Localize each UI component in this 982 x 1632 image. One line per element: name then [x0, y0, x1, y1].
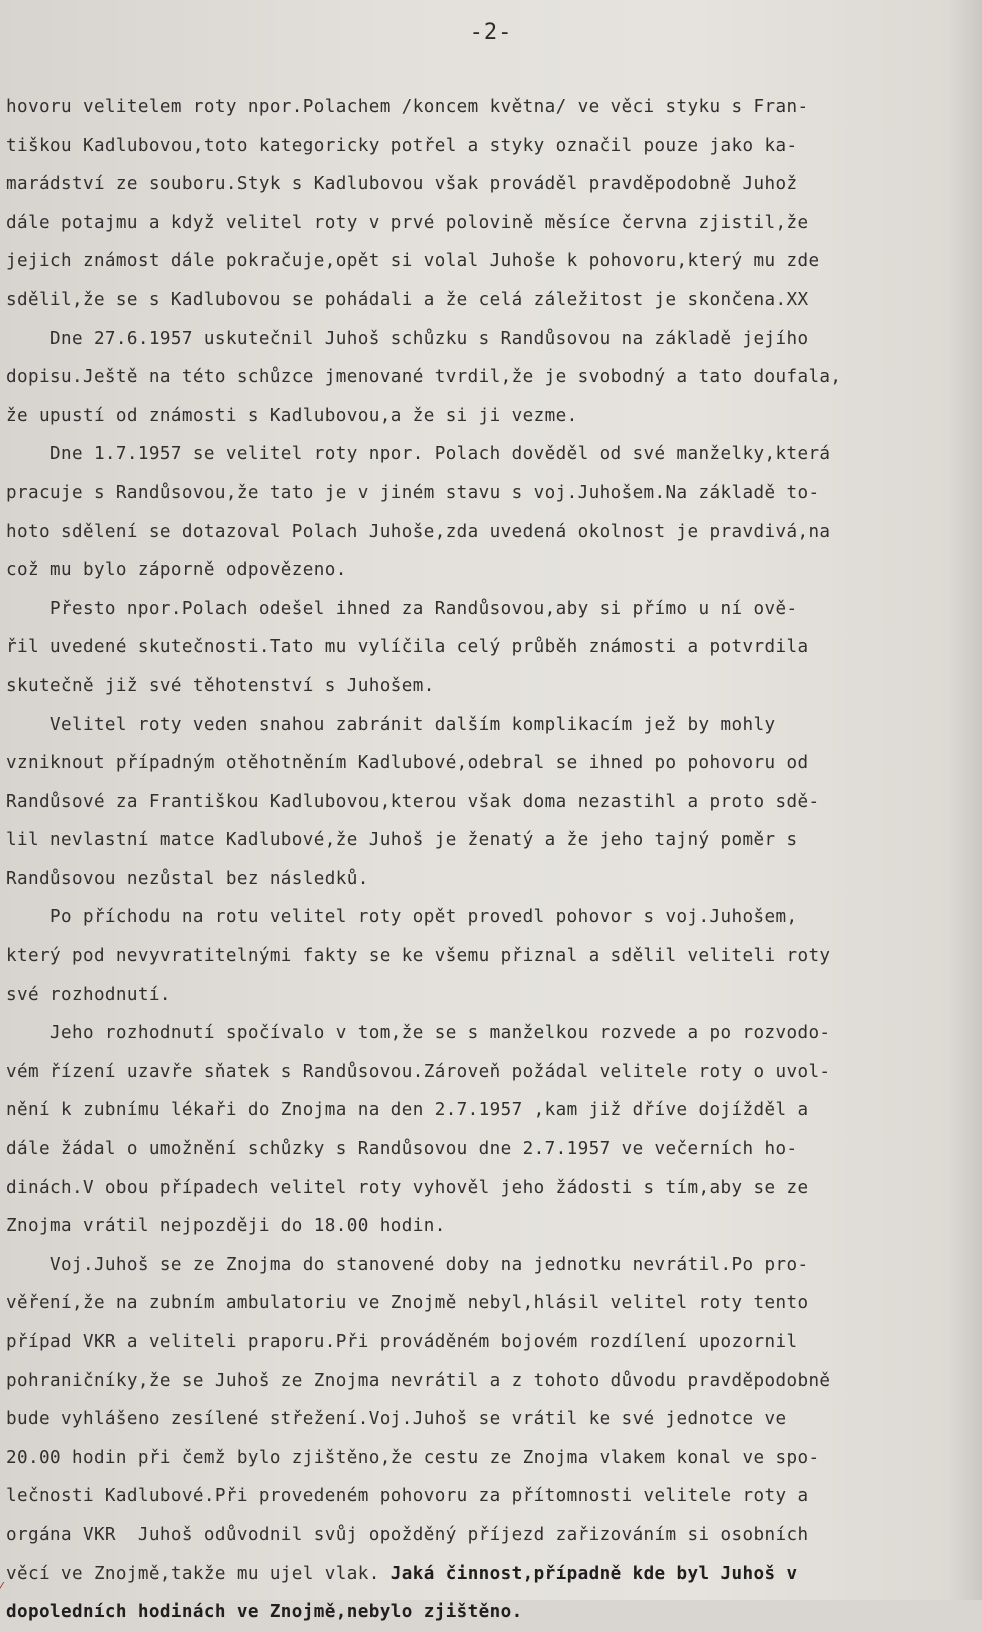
- text-line-content: lil nevlastní matce Kadlubové,že Juhoš je ženatý a že jeho tajný poměr s: [6, 830, 798, 851]
- red-ink-mark-icon: ⁄: [0, 1580, 3, 1594]
- text-line: [6, 744, 941, 783]
- text-line-emphasis: Jaká činnost,případně kde byl Juhoš v: [379, 1563, 798, 1584]
- text-line-content: Dne 27.6.1957 uskutečnil Juhoš schůzku s Randůsovou na základě jejího: [6, 328, 809, 349]
- text-line-content: své rozhodnutí.: [6, 984, 171, 1005]
- text-line: [6, 1555, 941, 1594]
- text-line-content: sdělil,že se s Kadlubovou se pohádali a že celá záležitost je skončena.XX: [6, 289, 809, 310]
- text-line: [6, 242, 941, 281]
- text-line-content: dopisu.Ještě na této schůzce jmenované tvrdil,že je svobodný a tato doufala,: [6, 367, 842, 388]
- text-line-content: dále žádal o umožnění schůzky s Randůsovou dne 2.7.1957 ve večerních ho-: [6, 1139, 798, 1160]
- text-line-content: řil uvedené skutečnosti.Tato mu vylíčila celý průběh známosti a potvrdila: [6, 637, 809, 658]
- text-line: [6, 1477, 941, 1516]
- text-line: [6, 88, 941, 127]
- text-line: [6, 898, 941, 937]
- text-line: [6, 1362, 941, 1401]
- text-line-content: Znojma vrátil nejpozději do 18.00 hodin.: [6, 1216, 446, 1237]
- text-line: [6, 628, 941, 667]
- text-line: [6, 204, 941, 243]
- text-line: [6, 860, 941, 899]
- text-line: [6, 1091, 941, 1130]
- text-line-content: pracuje s Randůsovou,že tato je v jiném stavu s voj.Juhošem.Na základě to-: [6, 482, 820, 503]
- text-line: [6, 667, 941, 706]
- text-line-content: jejich známost dále pokračuje,opět si volal Juhoše k pohovoru,který mu zde: [6, 251, 820, 272]
- text-line-content: tiškou Kadlubovou,toto kategoricky potřel a styky označil pouze jako ka-: [6, 135, 798, 156]
- text-line: [6, 590, 941, 629]
- page-edge-shadow: [948, 0, 982, 1600]
- text-line: [6, 1130, 941, 1169]
- text-line-content: hovoru velitelem roty npor.Polachem /koncem května/ ve věci styku s Fran-: [6, 97, 809, 117]
- text-line: [6, 320, 941, 359]
- text-line-content: věření,že na zubním ambulatoriu ve Znojmě nebyl,hlásil velitel roty tento: [6, 1293, 809, 1314]
- text-line-content: skutečně již své těhotenství s Juhošem.: [6, 675, 435, 696]
- text-line: [6, 821, 941, 860]
- text-line: [6, 976, 941, 1015]
- text-line: [6, 435, 941, 474]
- page-number: -2-: [469, 20, 513, 45]
- text-line-content: dinách.V obou případech velitel roty vyhověl jeho žádosti s tím,aby se ze: [6, 1177, 809, 1198]
- text-line: [6, 127, 941, 166]
- text-line: [6, 165, 941, 204]
- text-line: [6, 1246, 941, 1285]
- text-line-content: marádství ze souboru.Styk s Kadlubovou však prováděl pravděpodobně Juhož: [6, 174, 798, 195]
- text-line-content: což mu bylo záporně odpovězeno.: [6, 560, 347, 581]
- text-line-content: Po příchodu na rotu velitel roty opět provedl pohovor s voj.Juhošem,: [6, 907, 798, 928]
- text-line-content: věcí ve Znojmě,takže mu ujel vlak.: [6, 1563, 380, 1584]
- text-line-content: Velitel roty veden snahou zabránit dalším komplikacím jež by mohly: [6, 714, 776, 735]
- text-line-content: Jeho rozhodnutí spočívalo v tom,že se s manželkou rozvede a po rozvodo-: [6, 1023, 831, 1044]
- text-line-content: že upustí od známosti s Kadlubovou,a že si ji vezme.: [6, 405, 578, 426]
- text-line-emphasis: dopoledních hodinách ve Znojmě,nebylo zjištěno.: [6, 1602, 523, 1623]
- text-line: [6, 358, 941, 397]
- text-line: [6, 1400, 941, 1439]
- text-line-content: pohraničníky,že se Juhoš ze Znojma nevrátil a z tohoto důvodu pravděpodobně: [6, 1370, 831, 1391]
- text-line: [6, 397, 941, 436]
- text-line: [6, 937, 941, 976]
- text-line-content: Voj.Juhoš se ze Znojma do stanovené doby na jednotku nevrátil.Po pro-: [6, 1254, 809, 1275]
- text-line-content: orgána VKR Juhoš odůvodnil svůj opožděný příjezd zařizováním si osobních: [6, 1524, 809, 1545]
- text-line-content: vzniknout případným otěhotněním Kadlubové,odebral se ihned po pohovoru od: [6, 753, 809, 774]
- text-line-content: který pod nevyvratitelnými fakty se ke všemu přiznal a sdělil veliteli roty: [6, 946, 831, 967]
- text-line: [6, 1516, 941, 1555]
- text-line: [6, 1284, 941, 1323]
- text-line: [6, 1323, 941, 1362]
- text-line-content: Přesto npor.Polach odešel ihned za Randůsovou,aby si přímo u ní ově-: [6, 598, 798, 619]
- text-line-content: lečnosti Kadlubové.Při provedeném pohovoru za přítomnosti velitele roty a: [6, 1486, 809, 1507]
- text-line: [6, 1593, 941, 1632]
- text-line: [6, 1169, 941, 1208]
- text-line: [6, 1439, 941, 1478]
- text-line-content: případ VKR a veliteli praporu.Při prováděném bojovém rozdílení upozornil: [6, 1332, 798, 1352]
- text-line: [6, 513, 941, 552]
- text-line-content: Randůsové za Františkou Kadlubovou,kterou však doma nezastihl a proto sdě-: [6, 791, 820, 812]
- text-line: [6, 1207, 941, 1246]
- text-line: [6, 474, 941, 513]
- text-line-content: Dne 1.7.1957 se velitel roty npor. Polach dověděl od své manželky,která: [6, 444, 831, 465]
- text-line-content: dále potajmu a když velitel roty v prvé polovině měsíce června zjistil,že: [6, 212, 809, 233]
- document-body: [6, 88, 941, 1632]
- text-line: [6, 1053, 941, 1092]
- text-line-content: nění k zubnímu lékaři do Znojma na den 2.7.1957 ,kam již dříve dojížděl a: [6, 1100, 809, 1121]
- text-line: [6, 783, 941, 822]
- text-line-content: Randůsovou nezůstal bez následků.: [6, 868, 369, 889]
- text-line: [6, 1014, 941, 1053]
- text-line-content: bude vyhlášeno zesílené střežení.Voj.Juhoš se vrátil ke své jednotce ve: [6, 1409, 787, 1430]
- text-line: [6, 281, 941, 320]
- text-line: [6, 551, 941, 590]
- text-line-content: 20.00 hodin při čemž bylo zjištěno,že cestu ze Znojma vlakem konal ve spo-: [6, 1447, 820, 1468]
- text-line-content: vém řízení uzavře sňatek s Randůsovou.Zároveň požádal velitele roty o uvol-: [6, 1061, 831, 1082]
- text-line: [6, 706, 941, 745]
- text-line-content: hoto sdělení se dotazoval Polach Juhoše,zda uvedená okolnost je pravdivá,na: [6, 521, 831, 542]
